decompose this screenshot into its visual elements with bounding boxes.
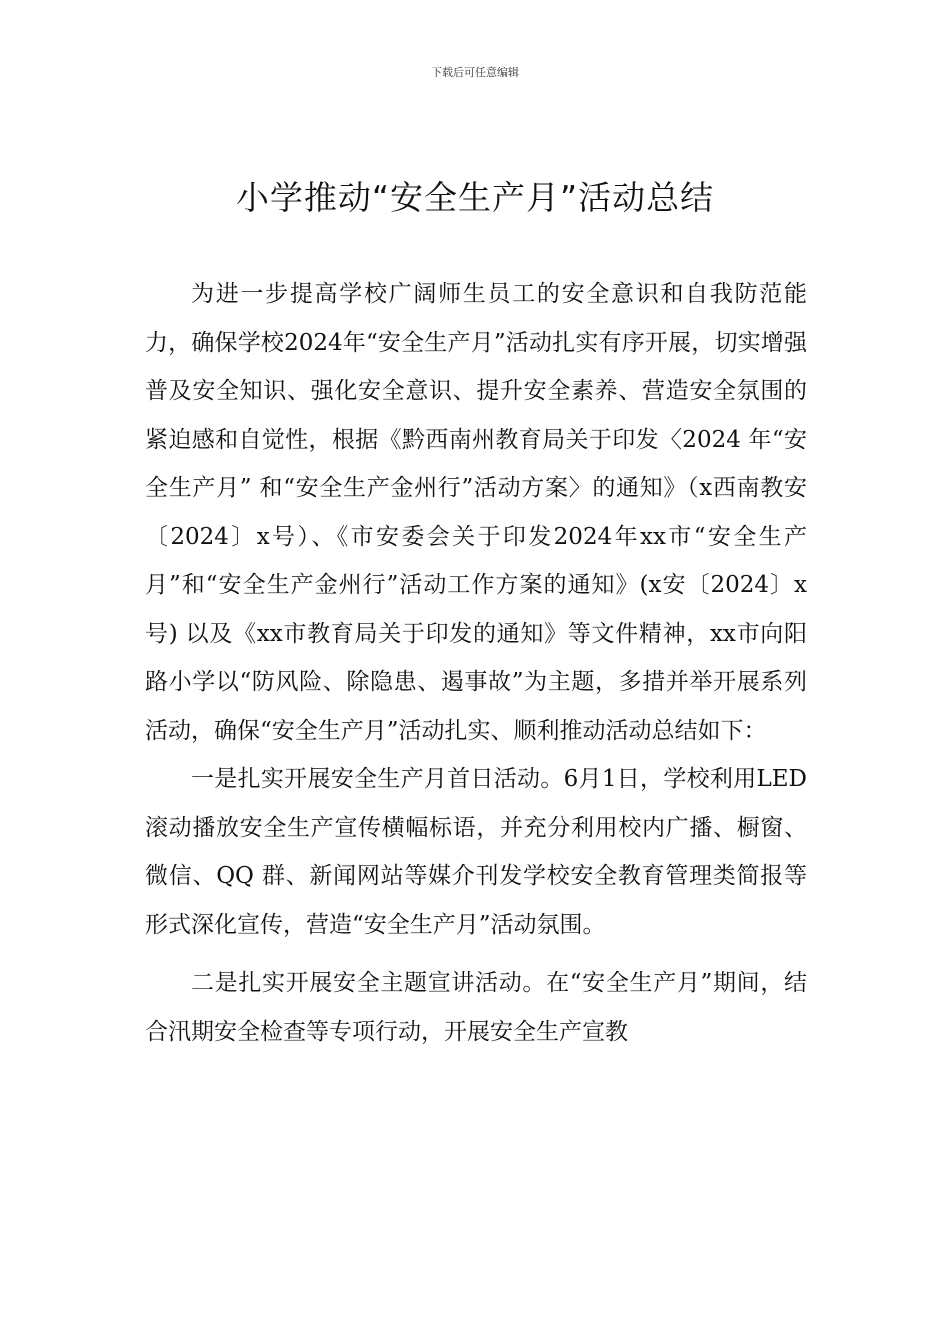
- document-body: [145, 270, 807, 1056]
- paragraph-first-item: 一是扎实开展安全生产月首日活动。6月1日，学校利用LED滚动播放安全生产宣传横幅标语，并充分利用校内广播、橱窗、微信、QQ 群、新闻网站等媒介刊发学校安全教育管理类简报等形式深化宣传，营造“安全生产月”活动氛围。: [145, 766, 807, 938]
- document-title: 小学推动“安全生产月”活动总结: [235, 178, 715, 217]
- paragraph-intro: 为进一步提高学校广阔师生员工的安全意识和自我防范能力，确保学校2024年“安全生产月”活动扎实有序开展，切实增强普及安全知识、强化安全意识、提升安全素养、营造安全氛围的紧迫感和自觉性，根据《黔西南州教育局关于印发〈2024 年“安全生产月” 和“安全生产金州行”活动方案〉的通知》（x西南教安〔2024〕x号）、《市安委会关于印发2024年xx市“安全生产月”和“安全生产金州行”活动工作方案的通知》(x安〔2024〕x号) 以及《xx市教育局关于印发的通知》等文件精神，xx市向阳路小学以“防风险、除隐患、遏事故”为主题，多措并举开展系列活动，确保“安全生产月”活动扎实、顺利推动活动总结如下：: [145, 281, 807, 744]
- header-note: 下载后可任意编辑: [431, 66, 519, 79]
- paragraph-second-item: 二是扎实开展安全主题宣讲活动。在“安全生产月”期间，结合汛期安全检查等专项行动，开展安全生产宣教: [145, 970, 807, 1045]
